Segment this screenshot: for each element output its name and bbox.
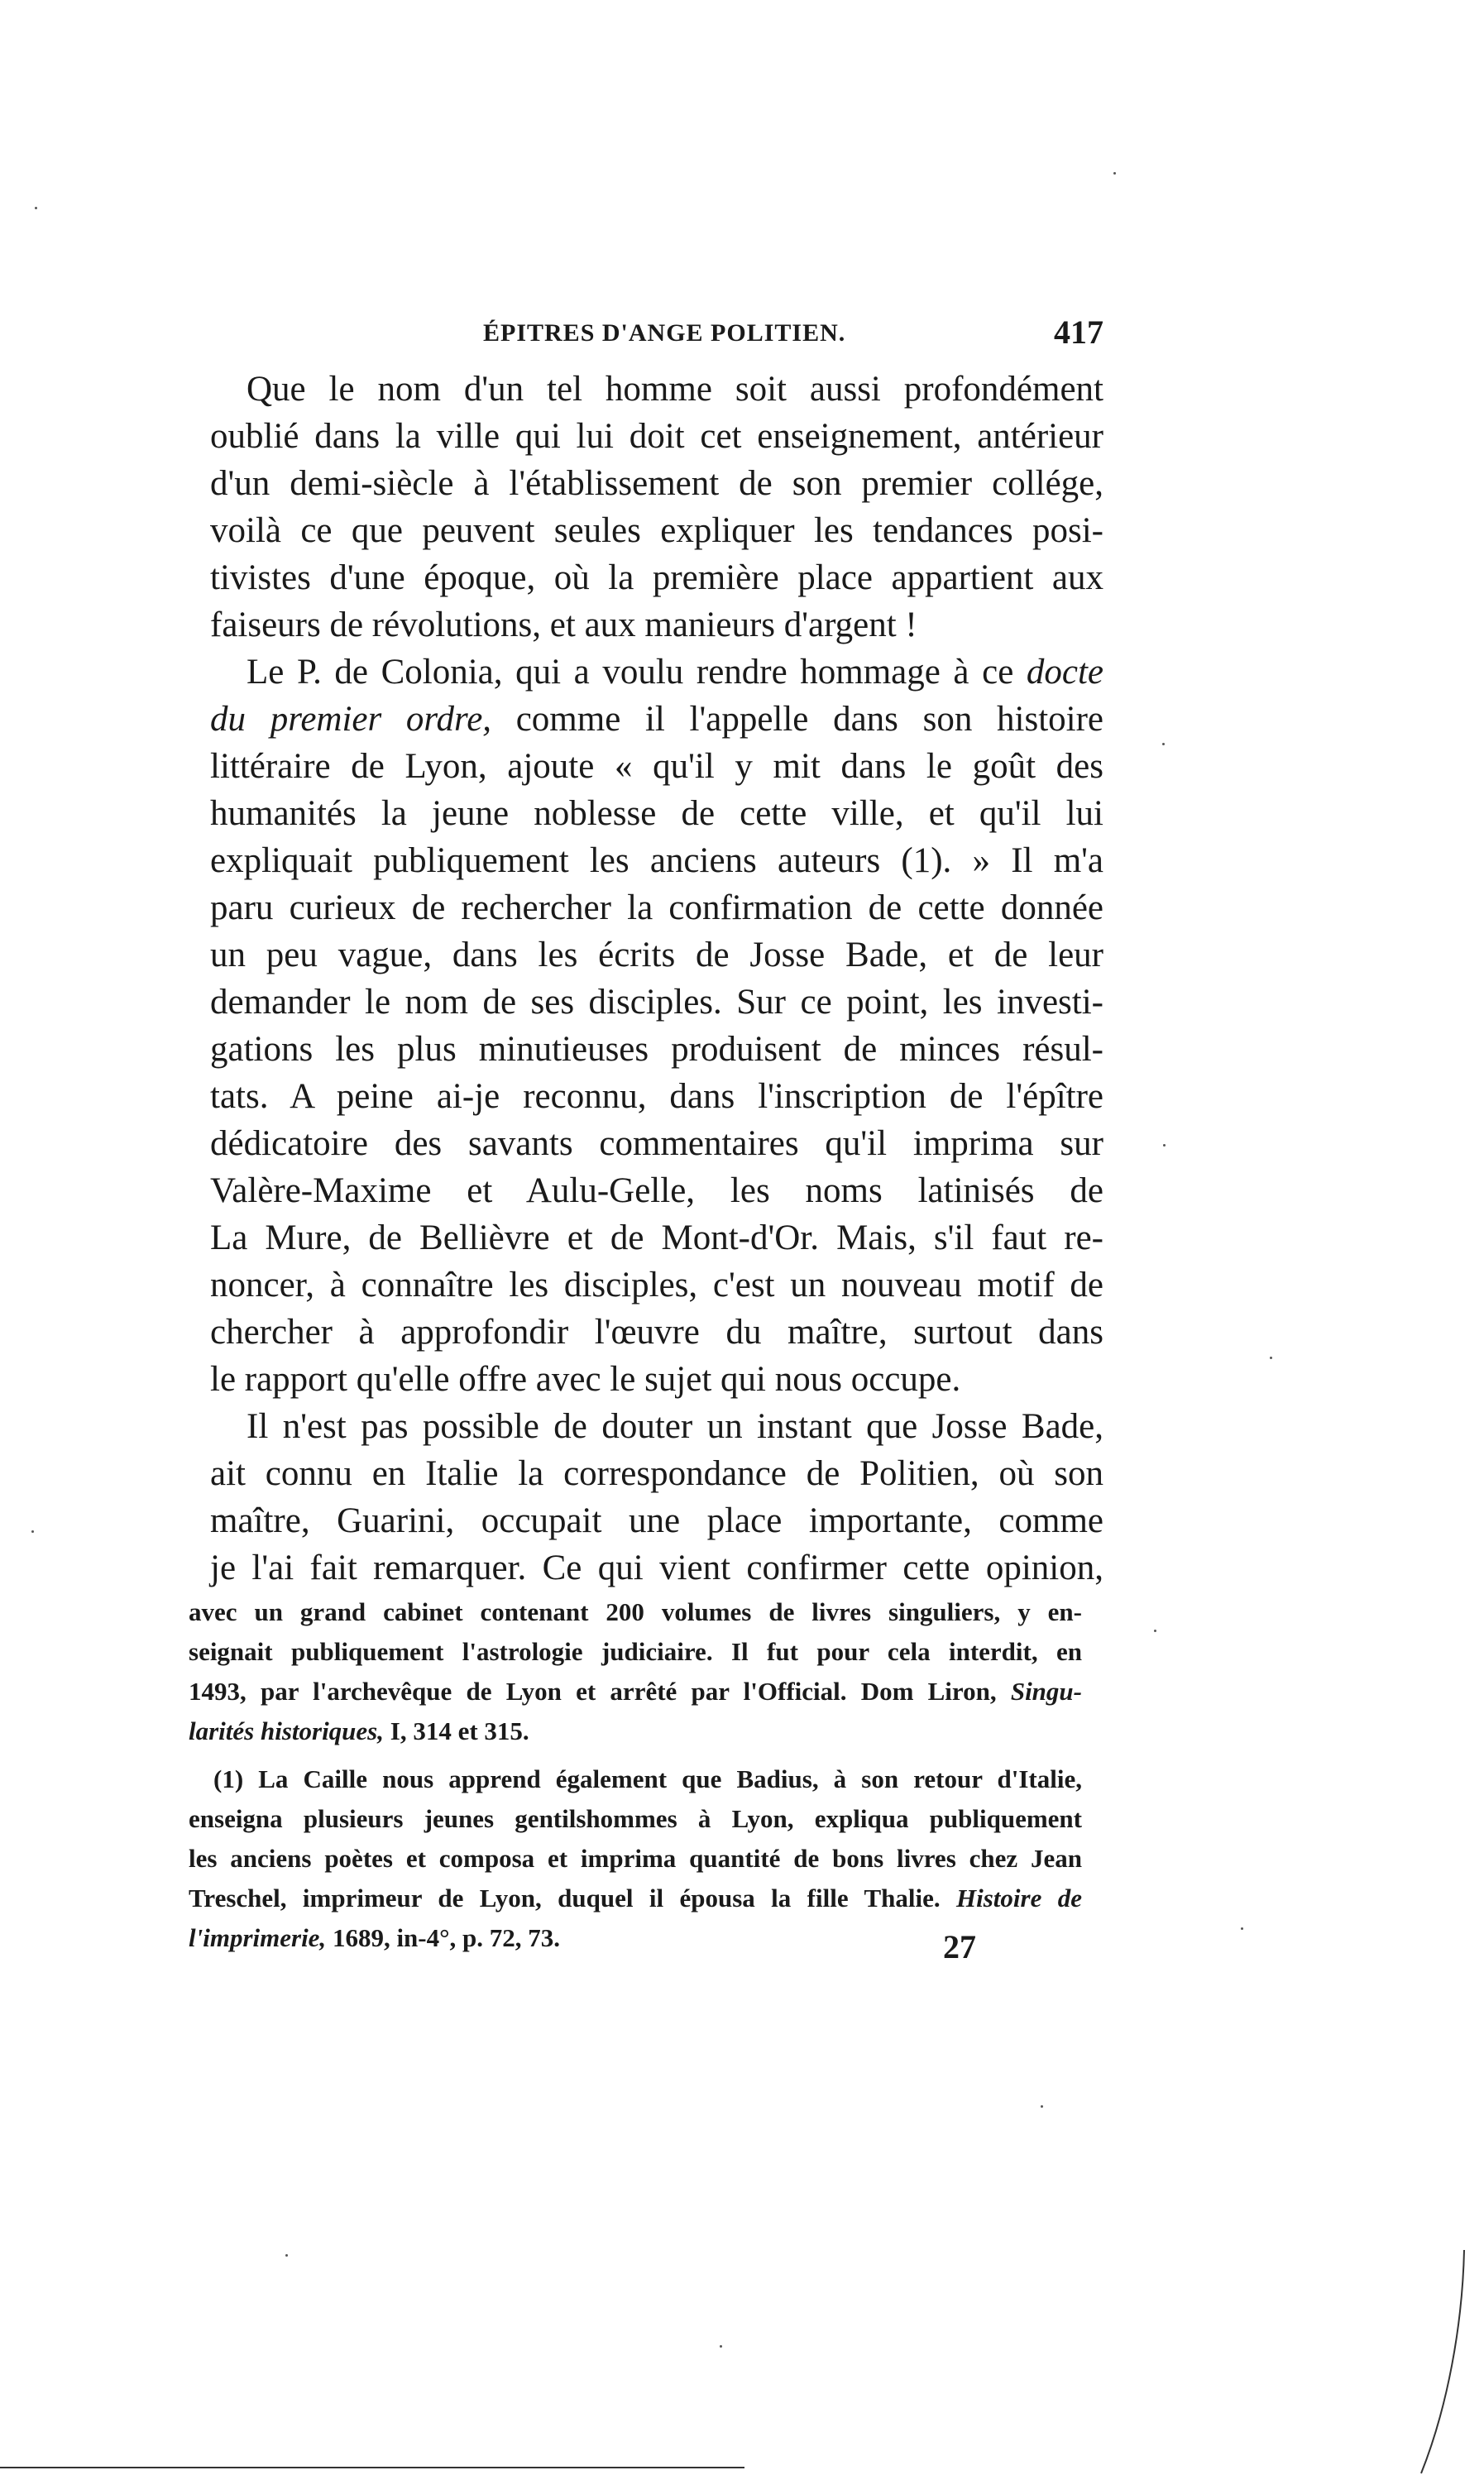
- italic-term: l'imprimerie,: [189, 1923, 327, 1952]
- speck: [1113, 172, 1116, 175]
- speck: [720, 2345, 722, 2348]
- text-segment: comme il l'appelle dans son histoire: [515, 700, 1103, 739]
- running-title: ÉPITRES D'ANGE POLITIEN.: [483, 319, 846, 347]
- text-line: humanités la jeune noblesse de cette ville, et qu'il lui: [210, 794, 1103, 833]
- speck: [31, 1530, 34, 1533]
- text-segment: I, 314 et 315.: [390, 1716, 529, 1745]
- text-segment: Treschel, imprimeur de Lyon, duquel il épousa la fille Thalie.: [189, 1884, 941, 1912]
- text-line: oublié dans la ville qui lui doit cet enseignement, antérieur: [210, 417, 1103, 456]
- text-line: voilà ce que peuvent seules expliquer les tendances posi-: [210, 511, 1103, 550]
- main-text: [210, 366, 1103, 1592]
- text-line: demander le nom de ses disciples. Sur ce point, les investi-: [210, 983, 1103, 1022]
- text-line: [210, 649, 1103, 696]
- footnote-line: les anciens poètes et composa et imprima quantité de bons livres chez Jean: [189, 1844, 1082, 1873]
- text-line: le rapport qu'elle offre avec le sujet qui nous occupe.: [210, 1360, 961, 1399]
- italic-term: Histoire de: [956, 1884, 1083, 1912]
- bottom-edge-rule: [0, 2467, 744, 2468]
- text-line: littéraire de Lyon, ajoute « qu'il y mit dans le goût des: [210, 747, 1103, 786]
- text-line: Que le nom d'un tel homme soit aussi profondément: [247, 370, 1103, 409]
- text-segment: 1689, in-4°, p. 72, 73.: [332, 1923, 561, 1952]
- text-line: Il n'est pas possible de douter un instant que Josse Bade,: [247, 1407, 1103, 1446]
- speck: [1270, 1357, 1272, 1359]
- italic-term: du premier ordre,: [210, 700, 492, 739]
- text-line: chercher à approfondir l'œuvre du maître, surtout dans: [210, 1313, 1103, 1352]
- footnote-line: enseigna plusieurs jeunes gentilshommes à Lyon, expliqua publiquement: [189, 1804, 1082, 1833]
- speck: [1162, 743, 1165, 745]
- signature-mark: 27: [943, 1928, 976, 1965]
- text-segment: Le P. de Colonia, qui a voulu rendre hommage à ce: [247, 653, 1014, 692]
- text-line: [210, 696, 1103, 743]
- text-line: gations les plus minutieuses produisent de minces résul-: [210, 1030, 1103, 1069]
- footnote-line: [189, 1879, 1082, 1918]
- footnote-line: [189, 1711, 1082, 1751]
- text-line: un peu vague, dans les écrits de Josse Bade, et de leur: [210, 936, 1103, 974]
- page-edge-curve: [1415, 2250, 1472, 2475]
- text-line: Valère-Maxime et Aulu-Gelle, les noms latinisés de: [210, 1171, 1103, 1210]
- text-segment: 1493, par l'archevêque de Lyon et arrêté par l'Official. Dom Liron,: [189, 1677, 997, 1706]
- italic-term: docte: [1026, 653, 1103, 692]
- italic-term: larités historiques,: [189, 1716, 384, 1745]
- page-number: 417: [1054, 314, 1103, 351]
- text-line: faiseurs de révolutions, et aux manieurs d'argent !: [210, 606, 917, 644]
- text-line: noncer, à connaître les disciples, c'est un nouveau motif de: [210, 1266, 1103, 1305]
- text-line: paru curieux de rechercher la confirmation de cette donnée: [210, 888, 1103, 927]
- text-line: expliquait publiquement les anciens auteurs (1). » Il m'a: [210, 841, 1103, 880]
- speck: [1163, 1144, 1166, 1147]
- text-line: dédicatoire des savants commentaires qu'il imprima sur: [210, 1124, 1103, 1163]
- text-line: tats. A peine ai-je reconnu, dans l'inscription de l'épître: [210, 1077, 1103, 1116]
- footnote-line: [189, 1672, 1082, 1711]
- italic-term: Singu-: [1010, 1677, 1082, 1706]
- text-line: tivistes d'une époque, où la première place appartient aux: [210, 558, 1103, 597]
- speck: [35, 207, 37, 209]
- footnote-line: avec un grand cabinet contenant 200 volumes de livres singuliers, y en-: [189, 1597, 1082, 1626]
- speck: [1241, 1927, 1243, 1930]
- speck: [1154, 1630, 1156, 1632]
- text-line: d'un demi-siècle à l'établissement de son premier collége,: [210, 464, 1103, 503]
- text-line: ait connu en Italie la correspondance de Politien, où son: [210, 1454, 1103, 1493]
- speck: [1041, 2105, 1043, 2108]
- running-head: [210, 313, 1103, 354]
- footnote-line: seignait publiquement l'astrologie judiciaire. Il fut pour cela interdit, en: [189, 1637, 1082, 1666]
- speck: [285, 2254, 288, 2257]
- footnote-line: (1) La Caille nous apprend également que Badius, à son retour d'Italie,: [213, 1764, 1082, 1793]
- text-line: je l'ai fait remarquer. Ce qui vient confirmer cette opinion,: [210, 1549, 1103, 1587]
- text-line: maître, Guarini, occupait une place importante, comme: [210, 1501, 1103, 1540]
- text-line: La Mure, de Bellièvre et de Mont-d'Or. Mais, s'il faut re-: [210, 1218, 1103, 1257]
- footnotes: [189, 1592, 1082, 1958]
